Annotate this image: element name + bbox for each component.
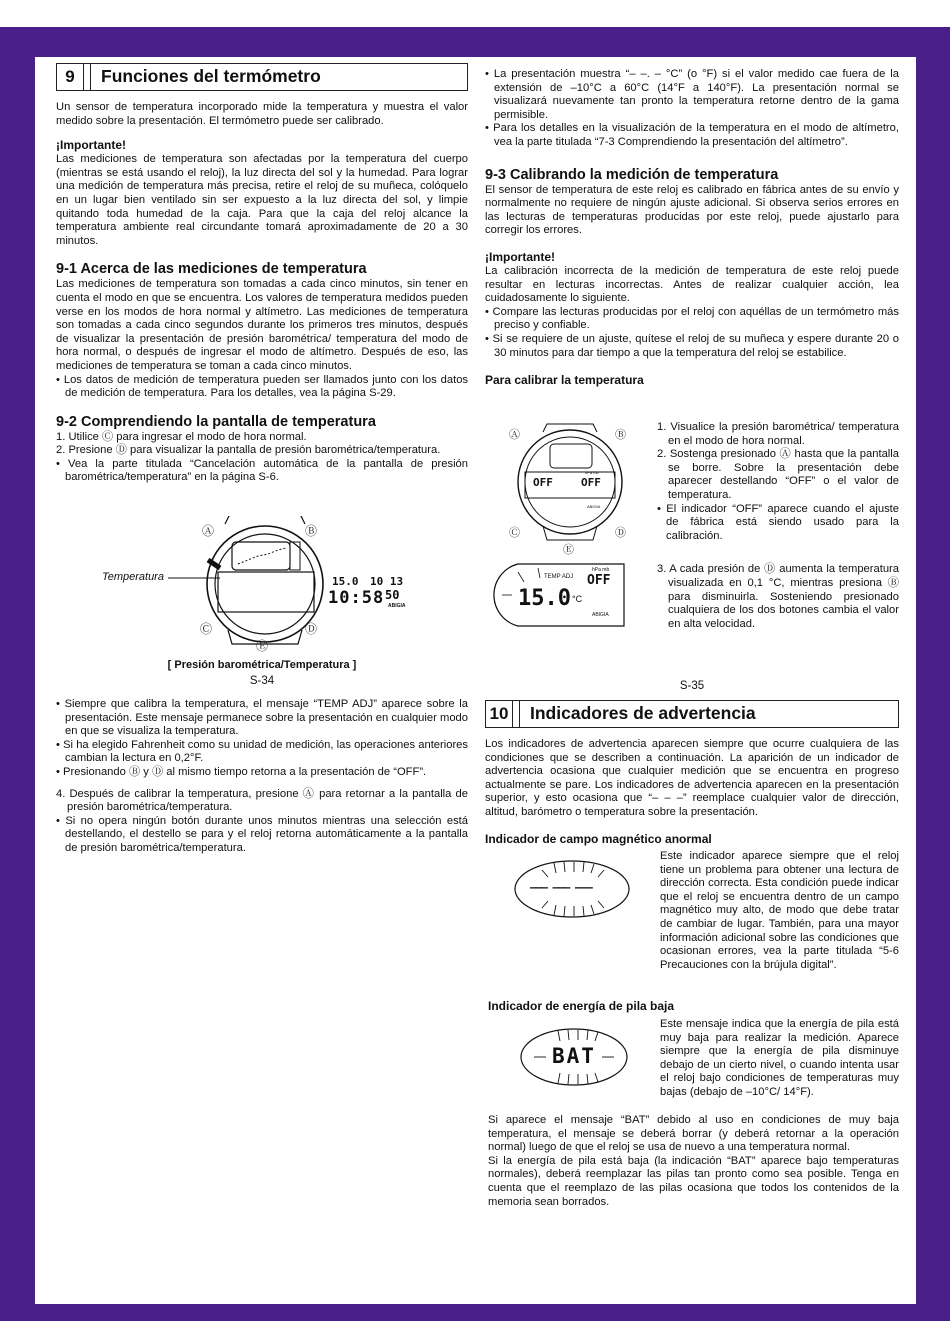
step-item: 4. Después de calibrar la temperatura, presione Ⓐ para retornar a la pantalla de presión barométrica/temperatura. bbox=[56, 787, 468, 814]
important-label: ¡Importante! bbox=[485, 249, 555, 264]
bullet-text: La presentación muestra “– –. – °C” (o °F) si el valor medido cae fuera de la extensión de –10°C a 60°C (14°F a 140°F). La presentación normal se visualizará nuevamente tan pronto la temperatura retorne dentro de la gama permisible. bbox=[493, 68, 899, 121]
lcd-small-value: 10 13 bbox=[370, 575, 404, 588]
page-frame-left bbox=[0, 27, 35, 1321]
step-item: 2. Presione Ⓓ para visualizar la pantalla de presión barométrica/temperatura. bbox=[56, 444, 441, 457]
bullet-text: Vea la parte titulada “Cancelación automática de la pantalla de presión barométrica/temperatura” en la página S-6. bbox=[65, 457, 468, 484]
paragraph: Si la energía de pila está baja (la indicación “BAT” aparece bajo temperaturas normales), deberá reemplazar las pilas tan pronto como sea posible. Tenga en cuenta que el reemplazo de las pilas ocasiona que todos los contenidos de la memoria sean borrados. bbox=[488, 1154, 899, 1208]
lcd-seconds-value: 50 bbox=[385, 588, 400, 602]
battery-heading-wrap bbox=[488, 999, 899, 1014]
step-item: 1. Visualice la presión barométrica/ temperatura en el modo de hora normal. bbox=[657, 421, 899, 447]
button-b-label: Ⓑ bbox=[305, 524, 318, 538]
lcd-off-right: OFF bbox=[581, 476, 601, 489]
lcd-brand-small: ABIGIA bbox=[587, 504, 601, 509]
paragraph: Los indicadores de advertencia aparecen siempre que ocurre cualquiera de las condiciones que se describen a continuación. La aparición de un indicador de advertencia ocasiona que cualquier medición que se encuentra en progreso actualmente se pare. Los indicadores de advertencia aparecen en la presentación superior, y esto ocasiona que “– – –” reemplace cualquier valor de dirección, altitud, barómetro o temperatura sobre la presentación. bbox=[485, 738, 899, 818]
bullet-text: El indicador “OFF” aparece cuando el ajuste de fábrica está siendo usado para la calibración. bbox=[666, 502, 899, 542]
button-c-label: Ⓒ bbox=[200, 622, 213, 636]
lcd-adj-value: 15.0 bbox=[518, 586, 571, 611]
important-label: ¡Importante! bbox=[56, 138, 126, 153]
bullet-item: • Si ha elegido Fahrenheit como su unidad de medición, las operaciones anteriores cambian la lectura en 0,2°F. bbox=[56, 738, 468, 765]
button-e-label: Ⓔ bbox=[563, 544, 574, 556]
figure-caption: [ Presión barométrica/Temperatura ] bbox=[167, 659, 357, 671]
magnetic-indicator-figure bbox=[512, 858, 632, 920]
right-column bbox=[485, 68, 899, 388]
paragraph: El sensor de temperatura de este reloj es calibrado en fábrica antes de su envío y normalmente no requiere de ningún ajuste adicional. Si observa serios errores en las lecturas de temperaturas producidas por este reloj, puede ajustarlo para corregir los errores. bbox=[485, 183, 899, 237]
watch-figure-temperature bbox=[100, 516, 430, 656]
page-frame-top bbox=[0, 27, 950, 57]
button-c-label: Ⓒ bbox=[509, 527, 520, 539]
section-10-header bbox=[485, 700, 899, 728]
lcd-brand: ABIGIA bbox=[388, 603, 406, 609]
section-number: 9 bbox=[57, 64, 84, 90]
bullet-item: • El indicador “OFF” aparece cuando el ajuste de fábrica está siendo usado para la calibración. bbox=[657, 502, 899, 542]
bullet-item: • La presentación muestra “– –. – °C” (o °F) si el valor medido cae fuera de la extensión de –10°C a 60°C (14°F a 140°F). La presentación normal se visualizará nuevamente tan pronto la temperatura retorne dentro de la gama permisible. bbox=[485, 68, 899, 121]
battery-notes bbox=[488, 1114, 899, 1209]
page-number-right: S-35 bbox=[679, 680, 705, 692]
magnetic-text: Este indicador aparece siempre que el reloj tiene un problema para obtener una lectura de dirección correcta. Esta condición puede indicar que el reloj se encuentra dentro de un campo magnético muy alto, de modo que debe tratar de cambiar de lugar. También, para una mayor información adicional sobre las condiciones que ocasionan errores, vea la parte titulada “5-6 Precauciones con la brújula digital”. bbox=[660, 850, 899, 971]
battery-lcd-text: BAT bbox=[552, 1044, 596, 1068]
button-b-label: Ⓑ bbox=[615, 429, 626, 441]
battery-indicator-figure bbox=[518, 1026, 630, 1088]
button-d-label: Ⓓ bbox=[305, 622, 318, 636]
lcd-brand-small: ABIGIA bbox=[592, 612, 609, 618]
step-item: 3. A cada presión de Ⓓ aumenta la temperatura visualizada en 0,1 °C, mientras presiona Ⓑ para disminuirla. Sosteniendo presionado cualquiera de los dos botones cambia el valor en alta velocidad. bbox=[657, 563, 899, 630]
bullet-item: • Para los detalles en la visualización de la temperatura en el modo de altímetro, vea la parte titulada “7-3 Comprendiendo la presentación del altímetro”. bbox=[485, 122, 899, 148]
bullet-item: • Compare las lecturas producidas por el reloj con aquéllas de un termómetro más preciso y confiable. bbox=[485, 305, 899, 332]
section-9-header bbox=[56, 63, 468, 91]
lcd-adj-unit: °C bbox=[572, 594, 583, 604]
page-frame-right bbox=[916, 27, 950, 1321]
subsection-title: 9-3 Calibrando la medición de temperatura bbox=[485, 166, 779, 183]
temperature-label: Temperatura bbox=[102, 571, 164, 583]
button-e-label: Ⓔ bbox=[256, 639, 269, 653]
bullet-item: • Vea la parte titulada “Cancelación automática de la pantalla de presión barométrica/temperatura” en la página S-6. bbox=[56, 457, 468, 484]
step-item: 2. Sostenga presionado Ⓐ hasta que la pantalla se borre. Sobre la presentación debe aparecer destellando “OFF” o el valor de temperatura. bbox=[657, 448, 899, 501]
button-d-label: Ⓓ bbox=[615, 527, 626, 539]
calibrate-heading: Para calibrar la temperatura bbox=[485, 373, 644, 388]
bullet-text: Si no opera ningún botón durante unos minutos mientras una selección está destellando, el destello se para y el reloj retorna automáticamente a la pantalla de presión barométrica/temperatura. bbox=[65, 814, 469, 854]
lcd-time-value: 10:58 bbox=[328, 588, 385, 608]
bullet-text: Para los detalles en la visualización de la temperatura en el modo de altímetro, vea la parte titulada “7-3 Comprendiendo la presentación del altímetro”. bbox=[493, 122, 899, 148]
bullet-text: Los datos de medición de temperatura pueden ser llamados junto con los datos de medición de temperatura. Para los detalles, vea la página S-29. bbox=[63, 373, 469, 400]
watch-figure-calibration bbox=[505, 420, 635, 555]
subsection-title: 9-1 Acerca de las mediciones de temperatura bbox=[56, 261, 367, 278]
bullet-item: • Los datos de medición de temperatura pueden ser llamados junto con los datos de medición de temperatura. Para los detalles, vea la página S-29. bbox=[56, 373, 469, 400]
bullet-item: • Presionando Ⓑ y Ⓓ al mismo tiempo retorna a la presentación de “OFF”. bbox=[56, 765, 427, 778]
paragraph: Si aparece el mensaje “BAT” debido al uso en condiciones de muy baja temperatura, el mensaje se deberá borrar (y deberá retornar a la operación normal) luego de que el reloj se usa de nuevo a una temperatura normal. bbox=[488, 1114, 899, 1154]
lcd-temp-adj-figure bbox=[488, 562, 630, 628]
lcd-hpa-label: hPa mb bbox=[585, 470, 599, 475]
step-item: 1. Utilice Ⓒ para ingresar el modo de hora normal. bbox=[56, 430, 307, 443]
important-text: Las mediciones de temperatura son afectadas por la temperatura del cuerpo (mientras se está usando el reloj), la luz directa del sol y la humedad. Para lograr una medición de temperatura más precisa, retire el reloj de su muñeca, colóquelo en un lugar bien ventilado sin ser expuesto a la luz directa del sol, y limpie quitando toda humedad de la caja. Para que la caja del reloj alcance la temperatura ambiente real circundante tomará aproximadamente de 20 a 30 minutos. bbox=[56, 153, 468, 247]
subsection-title: 9-2 Comprendiendo la pantalla de temperatura bbox=[56, 413, 376, 430]
paragraph: Las mediciones de temperatura son tomadas a cada cinco minutos, sin tener en cuenta el modo en que se encuentra. Los valores de temperatura medidos pueden verse en los modos de hora normal y altímetro. Las mediciones de temperatura son tomadas a cada cinco segundos durante los primeros tres minutos, después de visualizar la presentación de presión barométrica/ temperatura del modo de hora normal, o después de ingresar el modo de altímetro. Después de eso, las mediciones de temperatura se toman a cada cinco minutos. bbox=[56, 278, 468, 372]
bullet-item: • Si no opera ningún botón durante unos minutos mientras una selección está destellando, el destello se para y el reloj retorna automáticamente a la pantalla de presión barométrica/temperatura. bbox=[56, 814, 469, 854]
battery-text: Este mensaje indica que la energía de pila está muy baja para realizar la medición. Aparece siempre que la energía de pila disminuye debajo de un cierto nivel, o cuando intenta usar el reloj bajo condiciones de temperaturas muy bajas (debajo de –10°C/ 14°F). bbox=[660, 1018, 899, 1098]
bullet-text: Siempre que calibra la temperatura, el mensaje “TEMP ADJ” aparece sobre la presentación. Este mensaje permanece sobre la presentación en cualquier modo en que se visualiza la temperatura. bbox=[64, 698, 468, 738]
lcd-hpa-label: hPa mb bbox=[592, 567, 610, 573]
bullet-text: Compare las lecturas producidas por el reloj con aquéllas de un termómetro más preciso y confiable. bbox=[492, 305, 899, 332]
magnetic-dashes: ––– ––– ––– bbox=[530, 881, 592, 894]
bullet-text: Si ha elegido Fahrenheit como su unidad de medición, las operaciones anteriores cambian la lectura en 0,2°F. bbox=[63, 738, 468, 765]
page-frame-bottom bbox=[0, 1304, 950, 1321]
section-title: Indicadores de advertencia bbox=[519, 701, 898, 727]
left-column bbox=[56, 63, 468, 485]
section-number: 10 bbox=[486, 701, 513, 727]
intro-text: Un sensor de temperatura incorporado mide la temperatura y muestra el valor medido sobre la presentación. El termómetro puede ser calibrado. bbox=[56, 101, 468, 127]
lcd-adj-off: OFF bbox=[587, 573, 611, 588]
page-number-left: S-34 bbox=[249, 675, 275, 687]
magnetic-heading: Indicador de campo magnético anormal bbox=[485, 831, 712, 846]
left-column-lower bbox=[56, 698, 468, 856]
bullet-text: Si se requiere de un ajuste, quítese el reloj de su muñeca y espere durante 20 o 30 minutos para dar tiempo a que la temperatura del reloj se estabilice. bbox=[492, 332, 899, 359]
button-a-label: Ⓐ bbox=[509, 429, 520, 441]
important-text: La calibración incorrecta de la medición de temperatura de este reloj puede resultar en lecturas incorrectas. Antes de realizar cualquier acción, lea cuidadosamente lo siguiente. bbox=[485, 264, 899, 305]
section-10 bbox=[485, 700, 899, 847]
lcd-temp-adj-label: TEMP ADJ bbox=[544, 574, 574, 580]
button-a-label: Ⓐ bbox=[202, 524, 215, 538]
bullet-item: • Si se requiere de un ajuste, quítese el reloj de su muñeca y espere durante 20 o 30 minutos para dar tiempo a que la temperatura del reloj se estabilice. bbox=[485, 332, 899, 359]
bullet-item: • Siempre que calibra la temperatura, el mensaje “TEMP ADJ” aparece sobre la presentación. Este mensaje permanece sobre la presentación en cualquier modo en que se visualiza la temperatura. bbox=[56, 698, 468, 738]
section-title: Funciones del termómetro bbox=[90, 64, 467, 90]
calibration-steps bbox=[657, 421, 899, 631]
bullet-text: Presionando Ⓑ y Ⓓ al mismo tiempo retorna a la presentación de “OFF”. bbox=[63, 765, 427, 778]
lcd-temp-value: 15.0 bbox=[332, 575, 359, 588]
lcd-off-left: OFF bbox=[533, 476, 553, 489]
battery-heading: Indicador de energía de pila baja bbox=[488, 999, 675, 1013]
